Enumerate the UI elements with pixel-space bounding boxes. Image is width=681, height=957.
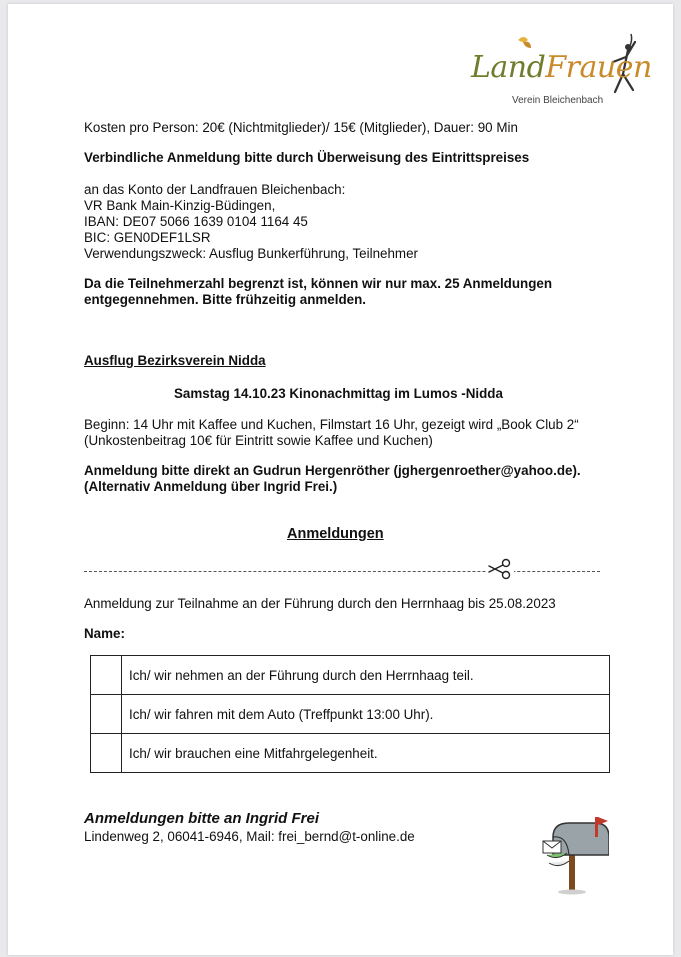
landfrauen-logo (463, 32, 652, 112)
logo-brand-frauen: Frauen (545, 50, 652, 85)
costs-text: Kosten pro Person: 20€ (Nichtmitglieder)/ 15€ (Mitglieder), Dauer: 90 Min (84, 120, 518, 135)
excursion-heading: Ausflug Bezirksverein Nidda (84, 353, 266, 368)
table-row (91, 695, 610, 734)
cut-line (84, 567, 600, 575)
event-contact-1: Anmeldung bitte direkt an Gudrun Hergenröther (jghergenroether@yahoo.de). (84, 463, 581, 478)
name-label: Name: (84, 626, 125, 641)
event-details-2: (Unkostenbeitrag 10€ für Eintritt sowie Kaffee und Kuchen) (84, 433, 433, 448)
bank-line-2: VR Bank Main-Kinzig-Büdingen, (84, 198, 276, 213)
bank-bic: BIC: GEN0DEF1LSR (84, 230, 211, 245)
option-label-2: Ich/ wir fahren mit dem Auto (Treffpunkt 13:00 Uhr). (122, 695, 610, 734)
options-table (90, 655, 610, 773)
document-page (8, 4, 673, 955)
logo-brand-land: Land (471, 50, 546, 85)
table-row (91, 734, 610, 773)
limit-line-1: Da die Teilnehmerzahl begrenzt ist, können wir nur max. 25 Anmeldungen (84, 276, 553, 291)
scissors-icon (486, 558, 514, 580)
option-checkbox-1[interactable] (91, 656, 122, 695)
footer-heading: Anmeldungen bitte an Ingrid Frei (84, 810, 320, 827)
registration-heading: Verbindliche Anmeldung bitte durch Überweisung des Eintrittspreises (84, 150, 530, 165)
bank-iban: IBAN: DE07 5066 1639 0104 1164 45 (84, 214, 308, 229)
event-contact-2: (Alternativ Anmeldung über Ingrid Frei.) (84, 479, 338, 494)
logo-subtitle: Verein Bleichenbach (512, 95, 604, 106)
table-row (91, 656, 610, 695)
option-label-1: Ich/ wir nehmen an der Führung durch den Herrnhaag teil. (122, 656, 610, 695)
mailbox-icon (539, 815, 609, 895)
limit-line-2: entgegennehmen. Bitte frühzeitig anmelden. (84, 292, 366, 307)
option-label-3: Ich/ wir brauchen eine Mitfahrgelegenheit. (122, 734, 610, 773)
bank-line-1: an das Konto der Landfrauen Bleichenbach: (84, 182, 346, 197)
option-checkbox-2[interactable] (91, 695, 122, 734)
footer-address: Lindenweg 2, 06041-6946, Mail: frei_bernd@t-online.de (84, 829, 415, 844)
event-details-1: Beginn: 14 Uhr mit Kaffee und Kuchen, Filmstart 16 Uhr, gezeigt wird „Book Club 2“ (84, 417, 579, 432)
event-title: Samstag 14.10.23 Kinonachmittag im Lumos -Nidda (174, 386, 503, 401)
bank-purpose: Verwendungszweck: Ausflug Bunkerführung, Teilnehmer (84, 246, 418, 261)
option-checkbox-3[interactable] (91, 734, 122, 773)
form-intro: Anmeldung zur Teilnahme an der Führung durch den Herrnhaag bis 25.08.2023 (84, 596, 556, 611)
form-heading: Anmeldungen (287, 526, 384, 542)
